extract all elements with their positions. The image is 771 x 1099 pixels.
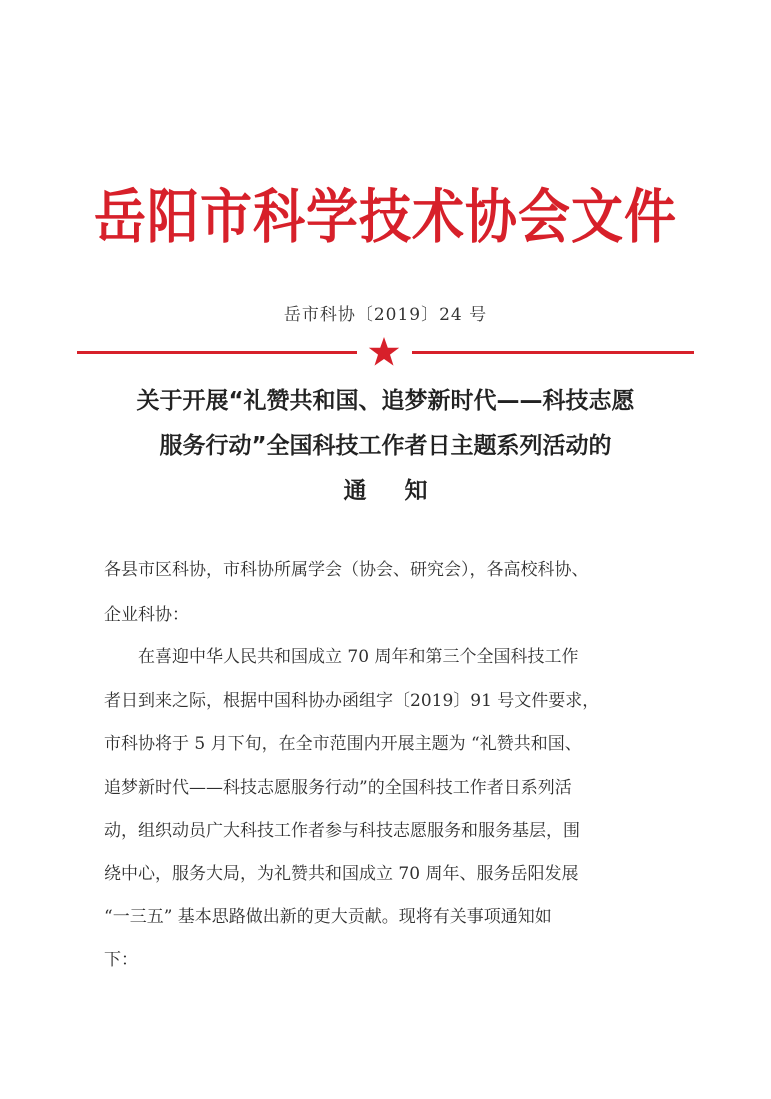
red-rule-right — [412, 351, 694, 354]
body-line: “一三五” 基本思路做出新的更大贡献。现将有关事项通知如 — [104, 907, 552, 927]
document-number: 岳市科协〔2019〕24 号 — [283, 305, 488, 325]
body-line: 者日到来之际，根据中国科协办函组字〔2019〕91 号文件要求， — [104, 691, 600, 711]
red-star-icon — [368, 336, 400, 368]
body-line: 下： — [104, 950, 138, 970]
body-line: 企业科协： — [104, 605, 189, 625]
title-line-1: 关于开展“礼赞共和国、追梦新时代——科技志愿 — [136, 388, 635, 414]
body-line: 市科协将于 5 月下旬，在全市范围内开展主题为 “礼赞共和国、 — [104, 734, 582, 754]
title-line-3: 通知 — [343, 478, 466, 504]
red-rule-left — [77, 351, 357, 354]
title-line-2: 服务行动”全国科技工作者日主题系列活动的 — [159, 433, 612, 459]
body-line: 动，组织动员广大科技工作者参与科技志愿服务和服务基层，围 — [104, 821, 580, 841]
masthead-title: 岳阳市科学技术协会文件 — [93, 184, 677, 252]
body-line: 各县市区科协，市科协所属学会（协会、研究会），各高校科协、 — [104, 560, 589, 580]
body-line: 绕中心，服务大局，为礼赞共和国成立 70 周年、服务岳阳发展 — [104, 864, 579, 884]
body-line: 在喜迎中华人民共和国成立 70 周年和第三个全国科技工作 — [104, 647, 579, 667]
body-line: 追梦新时代——科技志愿服务行动”的全国科技工作者日系列活 — [104, 778, 572, 798]
